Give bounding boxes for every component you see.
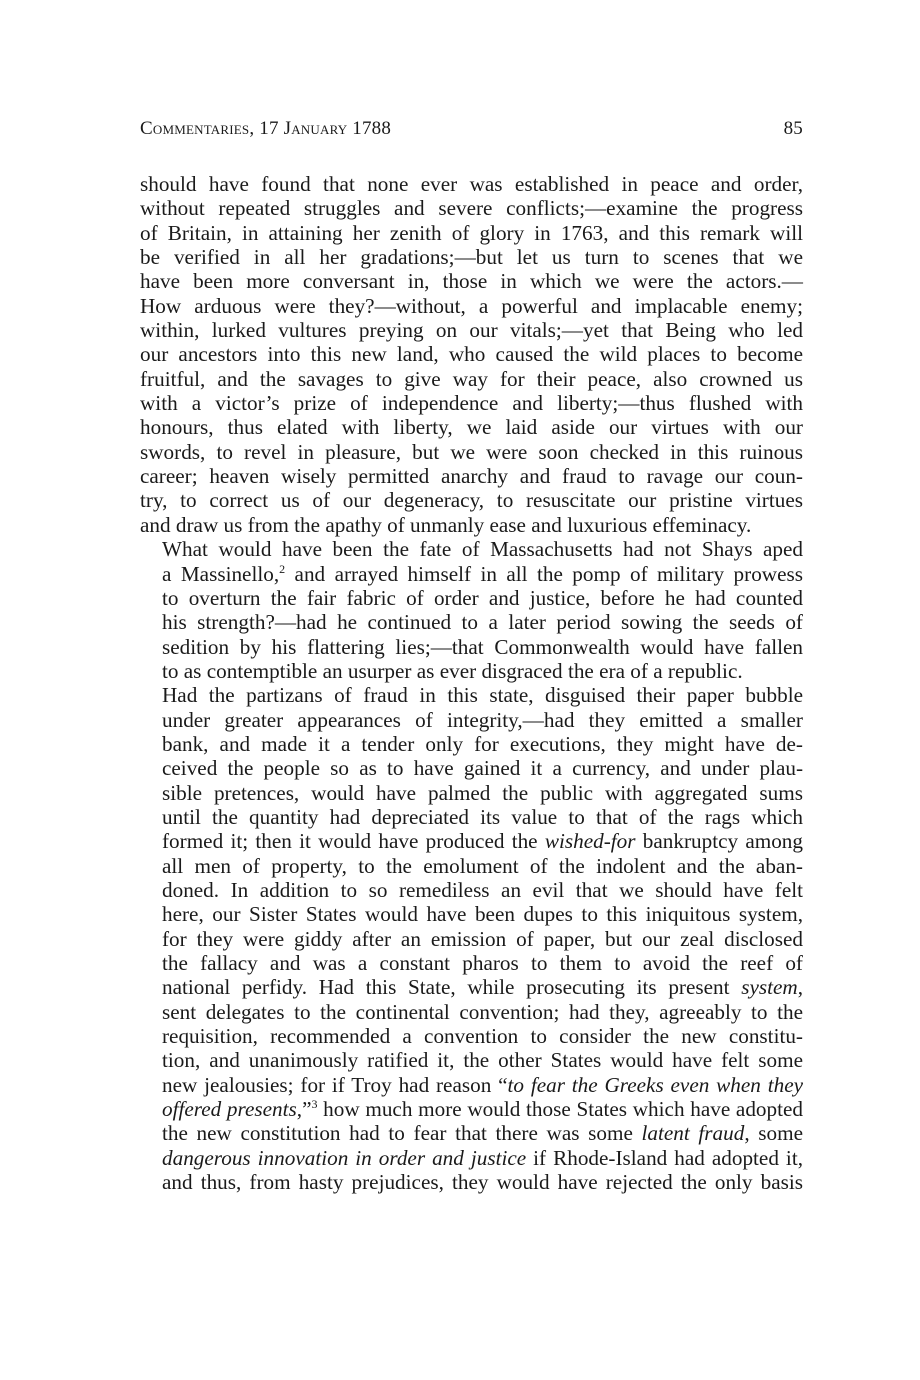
- text-line: all men of property, to the emolument of the indolent and the aban-: [162, 853, 803, 878]
- text-line: to overturn the fair fabric of order and justice, before he had counted: [162, 585, 803, 610]
- text-line: of Britain, in attaining her zenith of glory in 1763, and this remark will: [140, 220, 803, 245]
- text-line: formed it; then it would have produced the wished-for bankruptcy among: [162, 829, 803, 854]
- text-line: career; heaven wisely permitted anarchy and fraud to ravage our coun-: [140, 464, 803, 489]
- text-line: be verified in all her gradations;—but let us turn to scenes that we: [140, 245, 803, 270]
- text-line: the new constitution had to fear that there was some latent fraud, some: [162, 1121, 803, 1146]
- text-line: should have found that none ever was established in peace and order,: [140, 172, 803, 196]
- text-line: with a victor’s prize of independence and liberty;—thus flushed with: [140, 391, 803, 416]
- text-line: fruitful, and the savages to give way for their peace, also crowned us: [140, 366, 803, 391]
- text-line: under greater appearances of integrity,—had they emitted a smaller: [162, 707, 803, 732]
- text-line: his strength?—had he continued to a later period sowing the seeds of: [162, 610, 803, 635]
- text-line: Had the partizans of fraud in this state, disguised their paper bubble: [162, 683, 803, 708]
- text-line: honours, thus elated with liberty, we laid aside our virtues with our: [140, 415, 803, 440]
- running-head-title: Commentaries, 17 January 1788: [140, 118, 392, 139]
- italic-text: wished-for: [544, 829, 636, 854]
- text-line: How arduous were they?—without, a powerful and implacable enemy;: [140, 293, 803, 318]
- text-line: national perfidy. Had this State, while prosecuting its present system,: [162, 975, 803, 1000]
- running-head: [140, 118, 803, 152]
- page-number: 85: [783, 118, 803, 139]
- text-line: bank, and made it a tender only for executions, they might have de-: [162, 731, 803, 756]
- paragraph: [140, 172, 803, 537]
- text-line: for they were giddy after an emission of paper, but our zeal disclosed: [162, 926, 803, 951]
- text-line: within, lurked vultures preying on our vitals;—yet that Being who led: [140, 318, 803, 343]
- text-line: and draw us from the apathy of unmanly ease and luxurious effeminacy.: [140, 512, 752, 537]
- text-line: try, to correct us of our degeneracy, to resuscitate our pristine virtues: [140, 488, 803, 513]
- text-line: until the quantity had depreciated its value to that of the rags which: [162, 804, 803, 829]
- text-line: have been more conversant in, those in which we were the actors.—: [140, 269, 803, 294]
- text-line: sedition by his flattering lies;—that Commonwealth would have fallen: [162, 634, 803, 659]
- text-line: our ancestors into this new land, who caused the wild places to become: [140, 342, 803, 367]
- text-line: swords, to revel in pleasure, but we were soon checked in this ruinous: [140, 439, 803, 464]
- text-line: doned. In addition to so remediless an evil that we should have felt: [162, 877, 803, 902]
- text-line: requisition, recommended a convention to consider the new constitu-: [162, 1024, 803, 1049]
- text-line: without repeated struggles and severe conflicts;—examine the progress: [140, 196, 803, 221]
- text-line: dangerous innovation in order and justice if Rhode-Island had adopted it,: [162, 1145, 803, 1170]
- italic-text: dangerous innovation in order and justice: [162, 1145, 527, 1170]
- paragraph: [140, 537, 803, 683]
- text-line: sent delegates to the continental convention; had they, agreeably to the: [162, 999, 803, 1024]
- text-line: sible pretences, would have palmed the public with aggregated sums: [162, 780, 803, 805]
- text-line: What would have been the fate of Massachusetts had not Shays aped: [162, 537, 803, 562]
- text-line: here, our Sister States would have been dupes to this iniquitous system,: [162, 902, 803, 927]
- document-page: [140, 118, 803, 1194]
- paragraph: [140, 683, 803, 1194]
- footnote-marker: 2: [279, 561, 286, 576]
- text-line: a Massinello,$^2$ and arrayed himself in all the pomp of military prowess: [162, 561, 803, 586]
- text-line: and thus, from hasty prejudices, they would have rejected the only basis: [162, 1170, 803, 1195]
- italic-text: offered presents: [162, 1097, 297, 1122]
- footnote-marker: 3: [311, 1097, 318, 1111]
- body-text: [140, 172, 803, 1194]
- italic-text: latent fraud: [641, 1121, 745, 1146]
- text-line: offered presents,”$^3$ how much more would those States which have adopted: [162, 1097, 803, 1122]
- italic-text: system: [741, 975, 798, 1000]
- italic-text: to fear the Greeks even when they: [507, 1072, 803, 1097]
- text-line: the fallacy and was a constant pharos to them to avoid the reef of: [162, 951, 803, 975]
- text-line: ceived the people so as to have gained it a currency, and under plau-: [162, 756, 803, 781]
- text-line: new jealousies; for if Troy had reason “to fear the Greeks even when they: [162, 1072, 803, 1097]
- text-line: tion, and unanimously ratified it, the other States would have felt some: [162, 1048, 803, 1073]
- text-line: to as contemptible an usurper as ever disgraced the era of a republic.: [162, 658, 743, 683]
